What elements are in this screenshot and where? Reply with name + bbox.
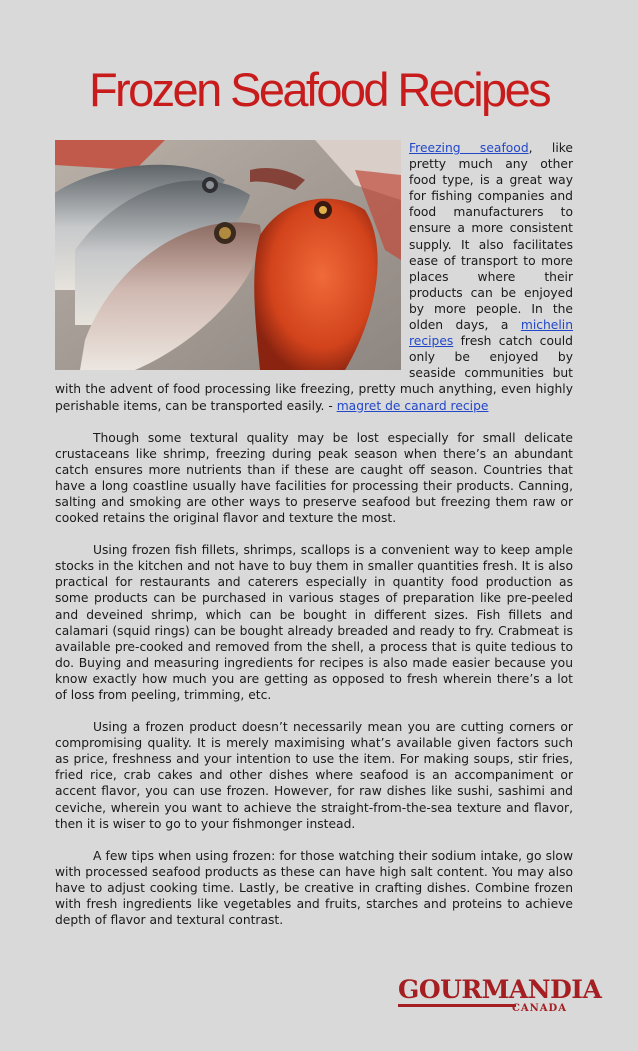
paragraph-textural-quality: Though some textural quality may be lost especially for small delicate crustaceans like shrimp, freezing during peak season when there’s an abundant catch ensures more nutrients than if these are caught off season. Countries that have a long coastline usually have facilities for processing their products. Canning, salting and smoking are other ways to preserve seafood but freezing them raw or cooked retains the original flavor and texture the most. — [55, 430, 573, 526]
article-body — [55, 140, 573, 944]
logo-subtitle: CANADA — [511, 1003, 567, 1014]
intro-text-2: fresh catch could only be enjoyed by seaside communities but with the advent of food processing like freezing, pretty much anything, even highly perishable items, can be transported easily. - — [55, 334, 573, 413]
page-title: Frozen Seafood Recipes — [88, 63, 550, 116]
paragraph-tips: A few tips when using frozen: for those watching their sodium intake, go slow with processed seafood products as these can have high salt content. You may also have to adjust cooking time. Lastly, be creative in crafting dishes. Combine frozen with fresh ingredients like vegetables and fruits, starches and proteins to achieve depth of flavor and textural contrast. — [55, 848, 573, 928]
gourmandia-logo — [398, 975, 602, 1015]
magret-de-canard-recipe-link[interactable]: magret de canard recipe — [336, 398, 489, 413]
logo-wordmark: GOURMANDIA — [398, 975, 602, 1004]
michelin-recipes-link[interactable]: michelin recipes — [409, 318, 573, 349]
intro-paragraph — [55, 140, 573, 414]
seafood-photo — [55, 140, 401, 370]
paragraph-frozen-fillets: Using frozen fish fillets, shrimps, scallops is a convenient way to keep ample stocks in the kitchen and not have to buy them in smaller quantities fresh. It is also practical for restaurants and caterers especially in quantity food production as some products can be purchased in various stages of preparation like pre-peeled and deveined shrimp, which can be bought in different sizes. Fish fillets and calamari (squid rings) can be bought already breaded and ready to fry. Crabmeat is available pre-cooked and removed from the shell, a process that is quite tedious to do. Buying and measuring ingredients for recipes is also made easier because you know exactly how much you are getting as opposed to fresh wherein there’s a lot of loss from peeling, trimming, etc. — [55, 543, 573, 702]
freezing-seafood-link[interactable]: Freezing seafood — [409, 141, 529, 155]
paragraph-quality: Using a frozen product doesn’t necessarily mean you are cutting corners or compromising quality. It is merely maximising what’s available given factors such as price, freshness and your intention to use the item. For making soups, stir fries, fried rice, crab cakes and other dishes where seafood is an accompaniment or accent flavor, you can use frozen. However, for raw dishes like sushi, sashimi and ceviche, wherein you want to achieve the straight-from-the-sea texture and flavor, then it is wiser to go to your fishmonger instead. — [55, 720, 573, 831]
intro-text-1: , like pretty much any other food type, is a great way for fishing companies and food manufacturers to ensure a more consistent supply. It also facilitates ease of transport to more places where their products can be enjoyed by more people. In the olden days, a — [409, 141, 573, 333]
